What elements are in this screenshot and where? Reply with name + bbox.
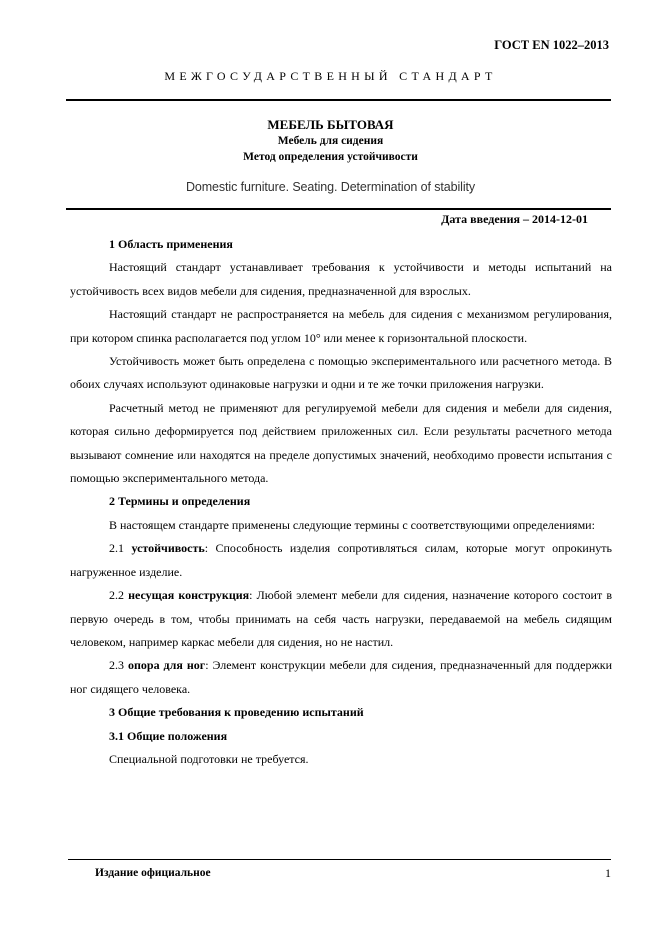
term: устойчивость bbox=[131, 541, 205, 556]
document-title: МЕБЕЛЬ БЫТОВАЯ bbox=[267, 117, 394, 132]
term-text: : Элемент конструкции мебели для сидения, предназначенный для поддержки ног сидящего человека. bbox=[70, 658, 613, 696]
section-heading: 1 Область применения bbox=[109, 237, 233, 251]
paragraph: Настоящий стандарт устанавливает требования к устойчивости и методы испытаний на устойчивость всех видов мебели для сидения, предназначенной для взрослых. bbox=[70, 260, 612, 298]
paragraph: Расчетный метод не применяют для регулируемой мебели для сидения и мебели для сидения, которая сильно деформируется под действием приложенных сил. Если результаты расчетного метода вызывают сомнение или находятся на пределе допустимых значений, необходимо провести испытания с помощью экспериментального метода. bbox=[70, 400, 612, 486]
paragraph: Настоящий стандарт не распространяется на мебель для сидения с механизмом регулирования, при котором спинка располагается под углом 10° или менее к горизонтальной плоскости. bbox=[70, 307, 612, 345]
title-rule bbox=[66, 208, 611, 210]
term-number: 2.2 bbox=[109, 588, 129, 603]
title-block bbox=[0, 117, 661, 165]
section-heading: 3 Общие требования к проведению испытаний bbox=[109, 705, 364, 720]
term-text: : Способность изделия сопротивляться силам, которые могут опрокинуть нагруженное изделие. bbox=[70, 541, 612, 579]
subsection-heading: 3.1 Общие положения bbox=[109, 728, 228, 743]
section-heading: 2 Термины и определения bbox=[109, 494, 251, 509]
document-code: ГОСТ EN 1022–2013 bbox=[494, 38, 609, 52]
term-definition bbox=[70, 654, 612, 701]
paragraph: В настоящем стандарте применены следующие термины с соответствующими определениями: bbox=[109, 517, 595, 532]
document-body bbox=[70, 233, 612, 771]
document-subtitle-method: Метод определения устойчивости bbox=[243, 151, 418, 163]
term-definition bbox=[70, 584, 612, 654]
term-number: 2.1 bbox=[109, 541, 132, 556]
term: несущая конструкция bbox=[128, 588, 250, 603]
term-text: : Любой элемент мебели для сидения, назначение которого состоит в первую очередь в том, чтобы принимать на себя часть нагрузки, передаваемой на мебель сидящим человеком, например каркас мебели для сидения, но не настил. bbox=[70, 588, 612, 649]
document-subtitle: Мебель для сидения bbox=[277, 135, 384, 147]
standard-type: МЕЖГОСУДАРСТВЕННЫЙ СТАНДАРТ bbox=[164, 69, 497, 83]
footer-label: Издание официальное bbox=[95, 867, 211, 879]
header-rule bbox=[66, 99, 611, 101]
term: опора для ног bbox=[127, 658, 206, 673]
paragraph: Устойчивость может быть определена с помощью экспериментального или расчетного метода. В обоих случаях используют одинаковые нагрузки и одни и те же точки приложения нагрузки. bbox=[70, 354, 612, 392]
english-title: Domestic furniture. Seating. Determination of stability bbox=[185, 180, 476, 194]
term-number: 2.3 bbox=[109, 658, 128, 673]
paragraph: Специальной подготовки не требуется. bbox=[109, 751, 309, 766]
page-number: 1 bbox=[605, 866, 611, 880]
introduction-date: Дата введения – 2014-12-01 bbox=[441, 212, 588, 226]
footer-rule bbox=[68, 859, 611, 860]
term-definition bbox=[70, 537, 612, 584]
